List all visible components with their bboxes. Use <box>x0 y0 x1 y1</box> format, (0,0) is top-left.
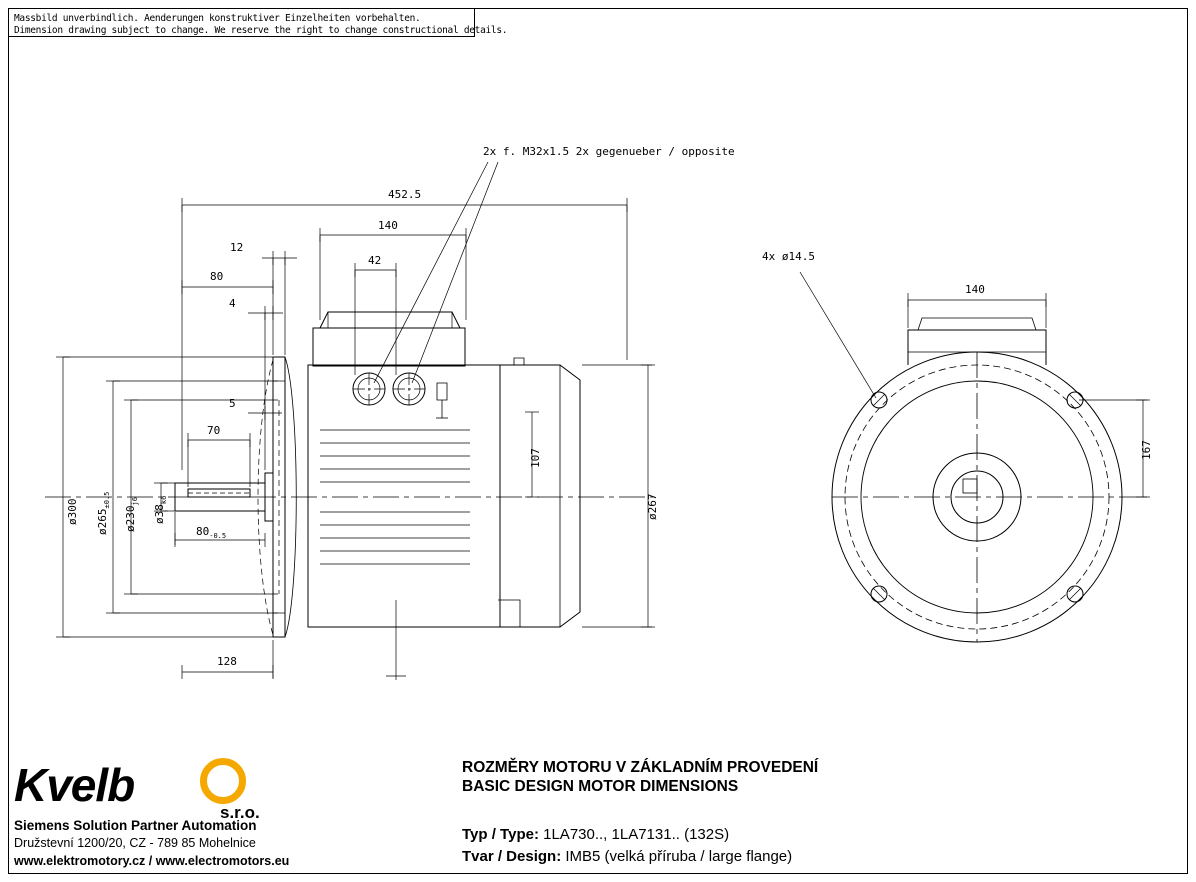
logo-address: Družstevní 1200/20, CZ - 789 85 Mohelnice <box>14 836 256 850</box>
label-box-height: 107 <box>529 448 542 468</box>
label-bolt-circle <box>96 492 111 535</box>
title-block <box>462 758 1022 796</box>
label-shaft-to-flange: 80 <box>210 270 224 283</box>
logo-suffix: s.r.o. <box>220 803 260 822</box>
shaft-dia-value: ø38 <box>153 504 166 524</box>
label-step-4: 4 <box>229 297 236 310</box>
label-flange-outer: ø300 <box>66 498 79 525</box>
label-spigot <box>124 497 139 532</box>
leader-hole-callout <box>800 272 876 398</box>
logo-partner-line: Siemens Solution Partner Automation <box>14 818 257 833</box>
spec-key-design: Tvar / Design: <box>462 848 562 865</box>
motor-rear-cap <box>500 365 580 627</box>
shaft-length-value: 80 <box>196 525 210 538</box>
spec-row-design <box>462 846 792 868</box>
disclaimer-line-de: Massbild unverbindlich. Aenderungen konstruktiver Einzelheiten vorbehalten. <box>14 13 421 24</box>
spec-value-type: 1LA730.., 1LA7131.. (132S) <box>543 826 730 843</box>
earth-terminal <box>437 383 447 400</box>
spec-key-type: Typ / Type: <box>462 826 539 843</box>
terminal-box <box>313 328 465 366</box>
label-body-diameter: ø267 <box>646 493 659 520</box>
dimension-lines-front <box>908 293 1150 497</box>
title-czech: ROZMĚRY MOTORU V ZÁKLADNÍM PROVEDENÍ <box>462 759 819 776</box>
bolt-circle-value: ø265 <box>96 508 109 535</box>
logo-wordmark <box>14 759 314 822</box>
spigot-value: ø230 <box>124 505 137 532</box>
spec-block <box>462 824 792 868</box>
spec-value-design: IMB5 (velká příruba / large flange) <box>565 848 793 865</box>
spigot-tol: j6 <box>131 497 140 506</box>
logo-name: Kvelb <box>14 759 135 811</box>
spec-row-type <box>462 824 792 846</box>
label-foot-offset: 128 <box>217 655 237 668</box>
label-key-offset: 5 <box>229 397 236 410</box>
label-total-length: 452.5 <box>388 188 422 201</box>
title-english: BASIC DESIGN MOTOR DIMENSIONS <box>462 778 739 795</box>
company-logo <box>14 759 314 868</box>
label-flange-thickness: 12 <box>230 241 244 254</box>
lifting-eye <box>514 358 524 365</box>
bolt-circle-tol: ±0.5 <box>103 491 112 509</box>
keyway-front <box>963 479 977 493</box>
label-hole-callout: 4x ø14.5 <box>762 250 815 263</box>
shaft-length-tol: -0.5 <box>209 532 227 541</box>
label-box-length: 140 <box>378 219 398 232</box>
label-front-box-width: 140 <box>965 283 985 296</box>
label-shaft-length <box>196 525 226 540</box>
label-shaft-diameter <box>153 496 168 524</box>
label-thread-callout: 2x f. M32x1.5 2x gegenueber / opposite <box>483 145 735 158</box>
shaft-dia-tol: k6 <box>160 495 169 505</box>
label-key-length: 70 <box>207 424 221 437</box>
label-front-box-height: 167 <box>1140 440 1153 460</box>
logo-website: www.elektromotory.cz / www.electromotors.eu <box>14 854 290 868</box>
terminal-box-front-lid <box>918 318 1036 330</box>
label-box-holes: 42 <box>368 254 382 267</box>
disclaimer-line-en: Dimension drawing subject to change. We reserve the right to change constructional details. <box>14 25 508 36</box>
dimension-lines-side <box>56 198 655 680</box>
motor-foot <box>498 600 520 627</box>
